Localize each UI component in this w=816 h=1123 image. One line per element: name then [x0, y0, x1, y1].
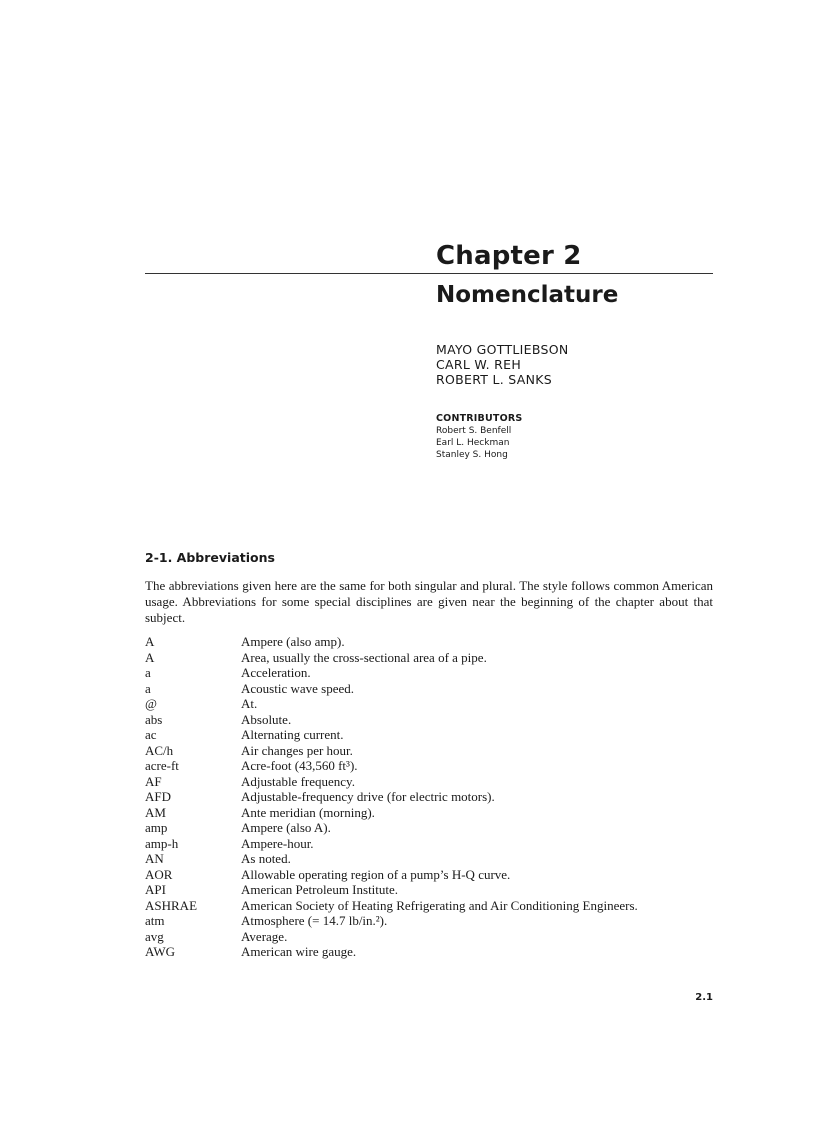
abbreviation-term: AFD [145, 789, 172, 804]
abbreviation-row [145, 650, 713, 666]
abbreviation-definition: Alternating current. [241, 727, 344, 742]
abbreviation-definition: Adjustable-frequency drive (for electric motors). [241, 789, 495, 804]
abbreviation-term: @ [145, 696, 157, 711]
abbreviation-row [145, 727, 713, 743]
abbreviation-row [145, 681, 713, 697]
abbreviation-term: A [145, 649, 155, 665]
abbreviation-term: AC/h [145, 742, 174, 758]
abbreviation-row [145, 898, 713, 914]
section-heading: 2-1. Abbreviations [145, 550, 275, 565]
abbreviation-row [145, 789, 713, 805]
abbreviation-term: ac [145, 727, 157, 742]
abbreviation-term: a [145, 680, 151, 696]
contributor-name: Stanley S. Hong [436, 450, 508, 460]
contributor-name: Earl L. Heckman [436, 438, 510, 448]
abbreviation-definition: Area, usually the cross-sectional area of a pipe. [241, 649, 487, 665]
abbreviation-definition: Acceleration. [241, 665, 311, 680]
abbreviation-term: A [145, 634, 155, 649]
abbreviation-definition: Ante meridian (morning). [241, 804, 375, 820]
abbreviation-definition: Allowable operating region of a pump’s H-Q curve. [241, 866, 511, 882]
abbreviation-term: abs [145, 711, 163, 727]
chapter-divider [145, 273, 713, 274]
abbreviation-term: AN [145, 851, 164, 866]
author-name: CARL W. REH [436, 357, 522, 372]
contributors-block [436, 412, 522, 461]
abbreviation-term: atm [145, 913, 165, 928]
chapter-label: Chapter 2 [436, 241, 582, 271]
abbreviation-definition: Ampere (also A). [241, 820, 331, 835]
intro-paragraph: The abbreviations given here are the same for both singular and plural. The style follows common American usage. Abbreviations for some special disciplines are given near the beginning of the chapter about that subject. [145, 578, 713, 625]
abbreviation-definition: As noted. [241, 851, 291, 866]
abbreviation-row [145, 929, 713, 945]
abbreviation-term: avg [145, 928, 164, 944]
abbreviation-row [145, 867, 713, 883]
abbreviation-definition: Acoustic wave speed. [241, 680, 354, 696]
abbreviation-row [145, 774, 713, 790]
abbreviation-row [145, 634, 713, 650]
contributors-list [436, 425, 522, 461]
abbreviation-definition: Ampere-hour. [241, 835, 314, 851]
abbreviation-row [145, 805, 713, 821]
abbreviation-term: ASHRAE [145, 897, 198, 913]
abbreviation-term: AF [145, 773, 162, 789]
abbreviation-term: API [145, 882, 166, 897]
abbreviation-row [145, 743, 713, 759]
abbreviation-row [145, 758, 713, 774]
page-number: 2.1 [695, 992, 713, 1003]
abbreviation-definition: Acre-foot (43,560 ft³). [241, 758, 358, 773]
abbreviation-row [145, 851, 713, 867]
abbreviation-row [145, 696, 713, 712]
abbreviation-definition: Adjustable frequency. [241, 773, 355, 789]
abbreviation-term: a [145, 665, 151, 680]
abbreviation-term: amp-h [145, 835, 179, 851]
contributors-heading: CONTRIBUTORS [436, 413, 523, 424]
abbreviation-list [145, 634, 713, 960]
author-name: MAYO GOTTLIEBSON [436, 342, 569, 357]
abbreviation-definition: Air changes per hour. [241, 742, 353, 758]
abbreviation-row [145, 882, 713, 898]
abbreviation-row [145, 712, 713, 728]
abbreviation-definition: American wire gauge. [241, 944, 357, 959]
abbreviation-definition: American Society of Heating Refrigerating and Air Conditioning Engineers. [241, 897, 638, 913]
abbreviation-definition: At. [241, 696, 258, 711]
abbreviation-definition: Average. [241, 928, 288, 944]
chapter-title: Nomenclature [436, 282, 619, 308]
abbreviation-term: AWG [145, 944, 176, 959]
abbreviation-term: AM [145, 804, 166, 820]
abbreviation-row [145, 913, 713, 929]
abbreviation-row [145, 665, 713, 681]
abbreviation-row [145, 944, 713, 960]
abbreviation-definition: American Petroleum Institute. [241, 882, 399, 897]
contributor-name: Robert S. Benfell [436, 426, 512, 436]
author-list [436, 342, 569, 387]
abbreviation-definition: Atmosphere (= 14.7 lb/in.²). [241, 913, 388, 928]
abbreviation-definition: Ampere (also amp). [241, 634, 345, 649]
abbreviation-row [145, 820, 713, 836]
abbreviation-definition: Absolute. [241, 711, 292, 727]
author-name: ROBERT L. SANKS [436, 372, 552, 387]
abbreviation-term: amp [145, 820, 168, 835]
abbreviation-term: AOR [145, 866, 173, 882]
abbreviation-row [145, 836, 713, 852]
abbreviation-term: acre-ft [145, 758, 179, 773]
